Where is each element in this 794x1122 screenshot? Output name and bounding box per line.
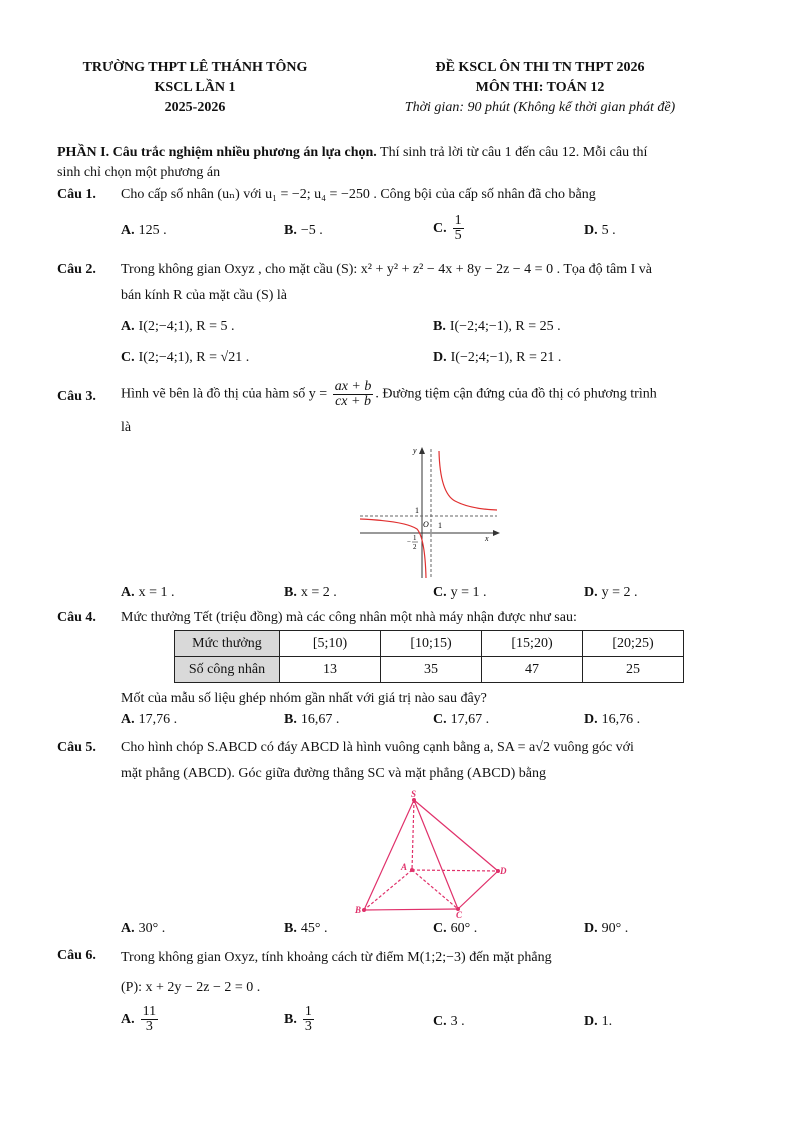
q1-label: Câu 1. [57, 187, 96, 202]
graph-one-x: 1 [438, 521, 442, 530]
vertex-b: B [355, 905, 362, 915]
graph-x-label: x [485, 534, 489, 543]
table-cell: 47 [482, 657, 583, 683]
q1-option-c[interactable]: C. $\frac{1}{5}$ [433, 213, 462, 243]
exam-subject: MÔN THI: TOÁN 12 [475, 80, 605, 95]
table-cell: [15;20) [482, 631, 583, 657]
exam-title: ĐỀ KSCL ÔN THI TN THPT 2026 [435, 60, 645, 75]
q1-option-a[interactable]: A. 125 . [121, 223, 167, 238]
table-cell: [5;10) [280, 631, 381, 657]
q6-label: Câu 6. [57, 948, 96, 963]
q3-option-d[interactable]: D. y = 2 . [584, 585, 638, 600]
q2-option-d[interactable]: D. I(−2;4;−1), R = 21 . [433, 350, 562, 365]
q1-text: Cho cấp số nhân (uₙ) với u₁ = −2; u₄ = −250 . Công bội của cấp số nhân đã cho bằng [121, 187, 596, 202]
q3-text-end: là [121, 420, 132, 435]
q6-option-a[interactable]: A. $\frac{11}{3}$ [121, 1004, 157, 1034]
graph-origin: O [423, 520, 429, 529]
vertex-d: D [500, 866, 507, 876]
graph-y-label: y [413, 446, 417, 455]
q1-option-b[interactable]: B. −5 . [284, 223, 323, 238]
table-cell: 25 [583, 657, 684, 683]
q1-option-d[interactable]: D. 5 . [584, 223, 616, 238]
vertex-c: C [456, 910, 463, 918]
q5-option-a[interactable]: A. 30° . [121, 921, 166, 936]
q4-option-c[interactable]: C. 17,67 . [433, 712, 490, 727]
q3-option-a[interactable]: A. x = 1 . [121, 585, 175, 600]
table-cell: Mức thưởng [175, 631, 280, 657]
q3-option-c[interactable]: C. y = 1 . [433, 585, 487, 600]
q6-option-d[interactable]: D. 1. [584, 1014, 613, 1029]
q2-text: Trong không gian Oxyz , cho mặt cầu (S): x² + y² + z² − 4x + 8y − 2z − 4 = 0 . Tọa độ tâm I và bán kính R của mặt cầu (S) là [121, 262, 652, 303]
q5-option-d[interactable]: D. 90° . [584, 921, 629, 936]
q4-option-b[interactable]: B. 16,67 . [284, 712, 340, 727]
q5-label: Câu 5. [57, 740, 96, 755]
graph-one-y: 1 [415, 506, 419, 515]
table-cell: [20;25) [583, 631, 684, 657]
vertex-s: S [411, 789, 417, 799]
q3-label: Câu 3. [57, 389, 96, 404]
part1-text: Thí sinh trả lời từ câu 1 đến câu 12. Mỗi câu thí [376, 145, 648, 160]
q4-table [174, 630, 684, 683]
q6-option-b[interactable]: B. $\frac{1}{3}$ [284, 1004, 312, 1034]
y-arrow-icon [419, 447, 425, 454]
graph-neg-den: 2 [413, 543, 417, 551]
q4-text: Mức thưởng Tết (triệu đồng) mà các công nhân một nhà máy nhận được như sau: [121, 610, 577, 625]
q2-option-c[interactable]: C. I(2;−4;1), R = √21 . [121, 350, 250, 365]
exam-round: KSCL LẦN 1 [154, 80, 236, 95]
table-cell: 35 [381, 657, 482, 683]
q3-option-b[interactable]: B. x = 2 . [284, 585, 337, 600]
q6-text: Trong không gian Oxyz, tính khoảng cách từ điểm M(1;2;−3) đến mặt phẳng (P): x + 2y − 2z − 2 = 0 . [121, 950, 552, 995]
q5-text: Cho hình chóp S.ABCD có đáy ABCD là hình vuông cạnh bằng a, SA = a√2 vuông góc với mặt phẳng (ABCD). Góc giữa đường thẳng SC và mặt phẳng (ABCD) bằng [121, 740, 634, 781]
q3-graph [355, 443, 505, 583]
vertex-a: A [401, 862, 408, 872]
q3-text: Hình vẽ bên là đồ thị của hàm số y = $\frac{ax + b}{cx + b}$ . Đường tiệm cận đứng của đồ thị có phương trình [121, 379, 657, 409]
exam-time: Thời gian: 90 phút (Không kể thời gian phát đề) [404, 100, 676, 115]
school-name: TRƯỜNG THPT LÊ THÁNH TÔNG [82, 60, 308, 75]
q2-option-b[interactable]: B. I(−2;4;−1), R = 25 . [433, 319, 561, 334]
q4-option-d[interactable]: D. 16,76 . [584, 712, 641, 727]
q5-option-b[interactable]: B. 45° . [284, 921, 328, 936]
curve-right-branch [439, 451, 497, 510]
q2-option-a[interactable]: A. I(2;−4;1), R = 5 . [121, 319, 235, 334]
x-arrow-icon [493, 530, 500, 536]
q4-option-a[interactable]: A. 17,76 . [121, 712, 178, 727]
q4-label: Câu 4. [57, 610, 96, 625]
table-cell: [10;15) [381, 631, 482, 657]
table-cell: 13 [280, 657, 381, 683]
part1-title: PHẦN I. Câu trắc nghiệm nhiều phương án lựa chọn. [57, 145, 377, 160]
q5-pyramid-figure [350, 788, 510, 918]
q4-question: Mốt của mẫu số liệu ghép nhóm gần nhất với giá trị nào sau đây? [121, 691, 487, 706]
part1-text2: sinh chỉ chọn một phương án [57, 165, 221, 180]
q6-option-c[interactable]: C. 3 . [433, 1014, 465, 1029]
graph-neg-sign: − [407, 538, 411, 546]
table-cell: Số công nhân [175, 657, 280, 683]
table-row [175, 631, 684, 657]
q2-label: Câu 2. [57, 262, 96, 277]
graph-neg-num: 1 [413, 534, 417, 542]
school-year: 2025-2026 [164, 100, 226, 115]
table-row [175, 657, 684, 683]
part1-instruction [57, 143, 747, 183]
q5-option-c[interactable]: C. 60° . [433, 921, 478, 936]
